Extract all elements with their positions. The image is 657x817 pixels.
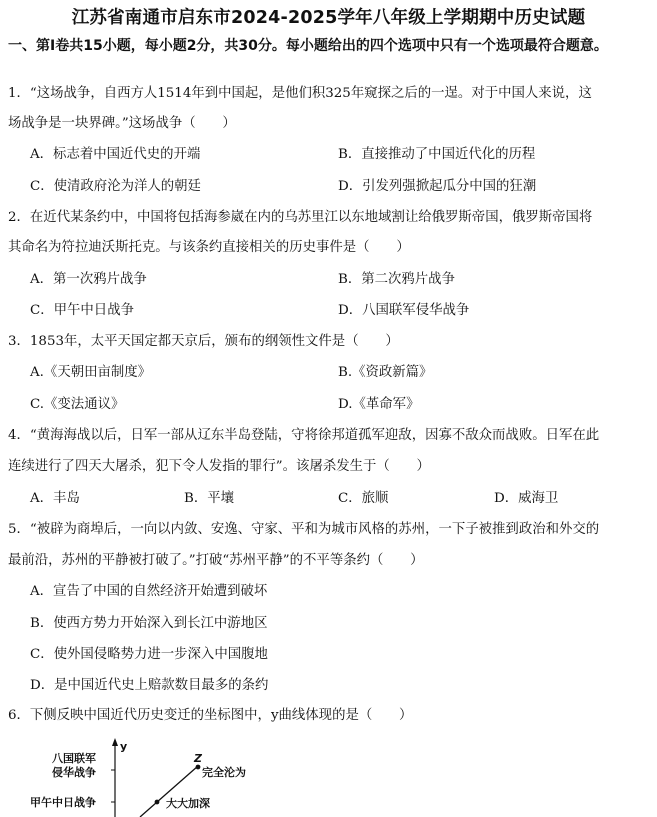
q3-stem-line1: 3．1853年，太平天国定都天京后，颁布的纲领性文件是（ ） <box>8 334 399 349</box>
q2-stem-line1: 2．在近代某条约中，中国将包括海参崴在内的乌苏里江以东地域割让给俄罗斯帝国，俄罗斯帝国将 <box>8 210 593 225</box>
q4-option-d[interactable]: D．威海卫 <box>494 491 559 506</box>
q6-stem-line1: 6．下侧反映中国近代历史变迁的坐标图中，y曲线体现的是（ ） <box>8 708 413 723</box>
q1-option-d[interactable]: D．引发列强掀起瓜分中国的狂潮 <box>338 179 537 194</box>
q5-option-d[interactable]: D．是中国近代史上赔款数目最多的条约 <box>30 678 269 693</box>
q2-option-a[interactable]: A．第一次鸦片战争 <box>30 272 147 287</box>
annotation-bottom: 大大加深 <box>166 797 210 810</box>
q3-option-d[interactable]: D.《革命军》 <box>338 397 420 412</box>
q5-stem-line2: 最前沿，苏州的平静被打破了。”打破“苏州平静”的不平等条约（ ） <box>8 553 424 568</box>
q4-option-c[interactable]: C．旅顺 <box>338 491 389 506</box>
annotation-top: 完全沦为 <box>202 766 246 779</box>
q2-option-d[interactable]: D．八国联军侵华战争 <box>338 303 470 318</box>
q2-option-b[interactable]: B．第二次鸦片战争 <box>338 272 455 287</box>
q2-option-c[interactable]: C．甲午中日战争 <box>30 303 134 318</box>
section-heading: 一、第Ⅰ卷共15小题，每小题2分，共30分。每小题给出的四个选项中只有一个选项最符合题意。 <box>8 38 608 54</box>
q5-option-a[interactable]: A．宣告了中国的自然经济开始遭到破坏 <box>30 584 268 599</box>
q5-option-b[interactable]: B．使西方势力开始深入到长江中游地区 <box>30 616 268 631</box>
q4-stem-line1: 4．“黄海海战以后，日军一部从辽东半岛登陆，守将徐邦道孤军迎敌，因寡不敌众而战败。日军在此 <box>8 428 600 443</box>
q1-option-b[interactable]: B．直接推动了中国近代化的历程 <box>338 147 536 162</box>
y-axis-arrow <box>112 738 118 746</box>
tick-label-top-1: 八国联军 <box>52 752 96 765</box>
tick-label-bottom: 甲午中日战争 <box>30 796 96 809</box>
q3-option-b[interactable]: B.《资政新篇》 <box>338 365 433 380</box>
q4-option-a[interactable]: A．丰岛 <box>30 491 80 506</box>
q1-stem-line1: 1．“这场战争，自西方人1514年到中国起，是他们积325年窥探之后的一逞。对于中国人来说，这 <box>8 86 592 101</box>
q5-option-c[interactable]: C．使外国侵略势力进一步深入中国腹地 <box>30 647 268 662</box>
tick-label-top-2: 侵华战争 <box>52 766 96 779</box>
q2-stem-line2: 其命名为符拉迪沃斯托克。与该条约直接相关的历史事件是（ ） <box>8 240 410 255</box>
history-coordinate-figure <box>20 736 280 817</box>
q1-option-c[interactable]: C．使清政府沦为洋人的朝廷 <box>30 179 201 194</box>
q5-stem-line1: 5．“被辟为商埠后，一向以内敛、安逸、守家、平和为城市风格的苏州，一下子被推到政治和外交的 <box>8 522 600 537</box>
y-axis-label: y <box>120 740 128 753</box>
point-top <box>196 765 201 770</box>
point-z-label: Z <box>194 752 202 765</box>
q4-stem-line2: 连续进行了四天大屠杀，犯下令人发指的罪行”。该屠杀发生于（ ） <box>8 459 430 474</box>
exam-title: 江苏省南通市启东市2024-2025学年八年级上学期期中历史试题 <box>71 8 586 28</box>
q1-option-a[interactable]: A．标志着中国近代史的开端 <box>30 147 201 162</box>
q4-option-b[interactable]: B．平壤 <box>184 491 235 506</box>
q3-option-c[interactable]: C.《变法通议》 <box>30 397 125 412</box>
q1-stem-line2: 场战争是一块界碑。”这场战争（ ） <box>8 116 236 131</box>
q3-option-a[interactable]: A.《天朝田亩制度》 <box>30 365 152 380</box>
point-bottom <box>155 800 160 805</box>
